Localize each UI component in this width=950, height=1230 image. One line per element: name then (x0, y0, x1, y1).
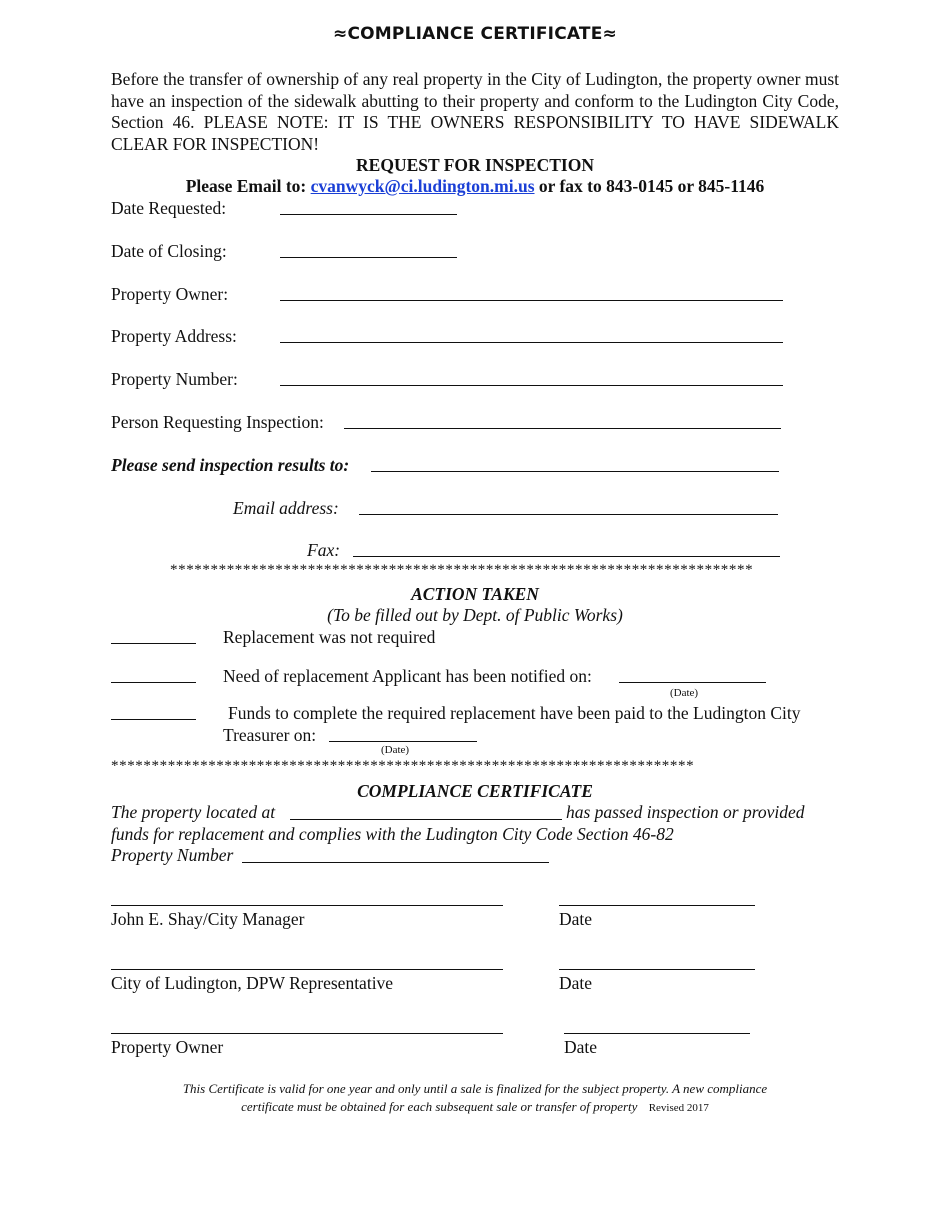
certificate-line2: funds for replacement and complies with the Ludington City Code Section 46-82 (111, 824, 674, 844)
footer-line1: This Certificate is valid for one year and only until a sale is finalized for the subject property. A new compliance (182, 1081, 768, 1096)
action-item-3-line2: Treasurer on: (223, 725, 317, 745)
separator-bottom: ************************************************************************ (111, 758, 695, 774)
person-requesting-label: Person Requesting Inspection: (111, 412, 324, 432)
property-owner-label: Property Owner: (111, 284, 229, 304)
email-prefix: Please Email to: (185, 176, 311, 196)
notified-date-field[interactable] (619, 682, 766, 683)
action-check-1[interactable] (111, 643, 196, 644)
send-results-label: Please send inspection results to: (111, 455, 350, 475)
treasurer-date-field[interactable] (329, 741, 477, 742)
action-item-1: Replacement was not required (223, 627, 436, 647)
property-number-label: Property Number: (111, 369, 238, 389)
email-address-label: Email address: (233, 498, 339, 518)
date-closing-label: Date of Closing: (111, 241, 227, 261)
footer-line2-wrap (0, 1099, 950, 1115)
send-results-field[interactable] (371, 471, 779, 472)
city-manager-date-label: Date (559, 909, 593, 929)
property-located-field[interactable] (290, 819, 562, 820)
date-closing-field[interactable] (280, 257, 457, 258)
request-heading: REQUEST FOR INSPECTION (356, 155, 594, 175)
city-manager-date-line[interactable] (559, 905, 755, 906)
certificate-property-number-field[interactable] (242, 862, 549, 863)
action-heading: ACTION TAKEN (411, 584, 539, 604)
action-check-3[interactable] (111, 719, 196, 720)
treasurer-date-note: (Date) (381, 744, 410, 756)
intro-paragraph: Before the transfer of ownership of any real property in the City of Ludington, the property owner must have an inspection of the sidewalk abutting to their property and conform to the Ludington City Code, Section 46. PLEASE NOTE: IT IS THE OWNERS RESPONSIBILITY TO HAVE SIDEWALK CLEAR FOR INSPECTION! (111, 69, 839, 154)
email-link[interactable]: cvanwyck@ci.ludington.mi.us (310, 176, 535, 196)
owner-date-label: Date (564, 1037, 598, 1057)
city-manager-signature-line[interactable] (111, 905, 503, 906)
dpw-date-label: Date (559, 973, 593, 993)
revised-note: Revised 2017 (648, 1102, 709, 1114)
separator-top: ************************************************************************ (170, 562, 754, 578)
dpw-label: City of Ludington, DPW Representative (111, 973, 394, 993)
person-requesting-field[interactable] (344, 428, 781, 429)
owner-signature-line[interactable] (111, 1033, 503, 1034)
notified-date-note: (Date) (670, 687, 699, 699)
property-owner-field[interactable] (280, 300, 783, 301)
date-requested-label: Date Requested: (111, 198, 227, 218)
fax-field[interactable] (353, 556, 780, 557)
certificate-heading: COMPLIANCE CERTIFICATE (357, 781, 593, 801)
footer-line2: certificate must be obtained for each subsequent sale or transfer of property (241, 1099, 638, 1114)
action-subheading: (To be filled out by Dept. of Public Works) (327, 605, 623, 625)
dpw-date-line[interactable] (559, 969, 755, 970)
certificate-property-number-label: Property Number (111, 845, 234, 865)
certificate-line1-b: has passed inspection or provided (566, 802, 805, 822)
property-address-field[interactable] (280, 342, 783, 343)
email-instruction (0, 176, 950, 197)
date-requested-field[interactable] (280, 214, 457, 215)
owner-label: Property Owner (111, 1037, 224, 1057)
property-number-field[interactable] (280, 385, 783, 386)
action-check-2[interactable] (111, 682, 196, 683)
action-item-2: Need of replacement Applicant has been notified on: (223, 666, 592, 686)
fax-numbers: or fax to 843-0145 or 845-1146 (534, 176, 765, 196)
page-title: ≈COMPLIANCE CERTIFICATE≈ (333, 24, 617, 44)
action-item-3-line1: Funds to complete the required replacement have been paid to the Ludington City (228, 703, 801, 723)
city-manager-label: John E. Shay/City Manager (111, 909, 305, 929)
owner-date-line[interactable] (564, 1033, 750, 1034)
certificate-line1-a: The property located at (111, 802, 276, 822)
property-address-label: Property Address: (111, 326, 237, 346)
fax-label: Fax: (307, 540, 341, 560)
dpw-signature-line[interactable] (111, 969, 503, 970)
email-address-field[interactable] (359, 514, 778, 515)
